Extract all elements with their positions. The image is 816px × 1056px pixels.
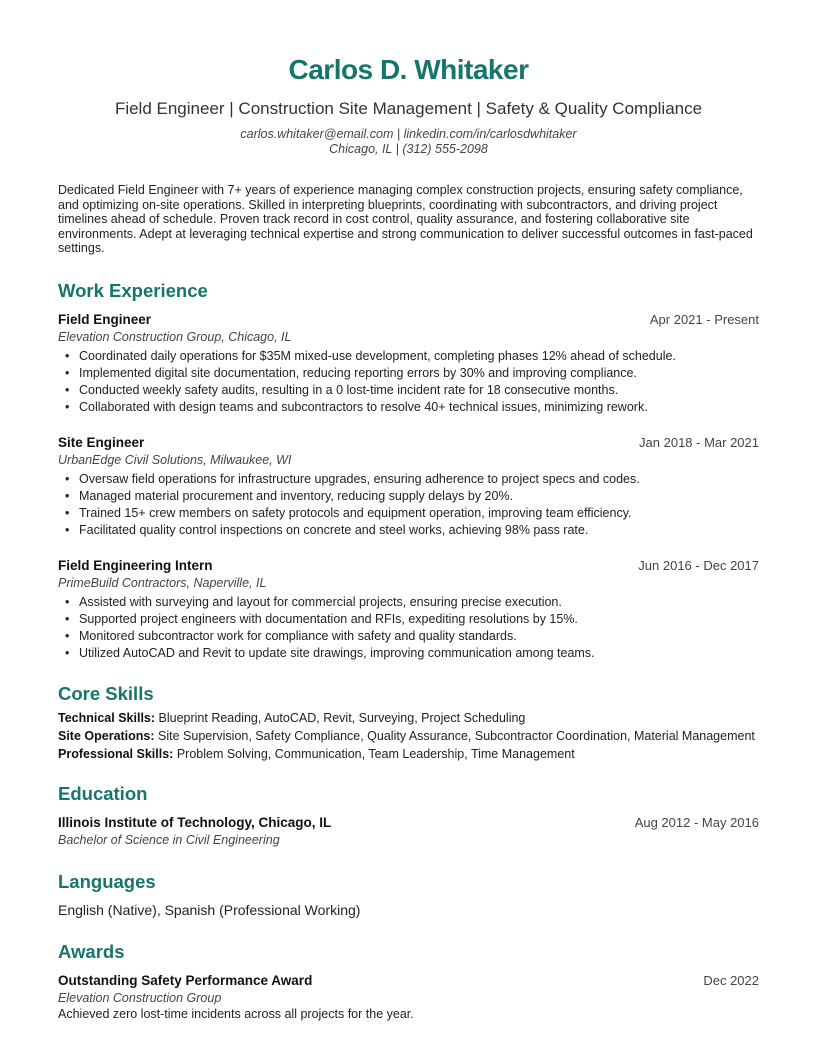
job-entry	[58, 311, 759, 416]
award-entry	[58, 972, 759, 1022]
job-title: Field Engineering Intern	[58, 557, 213, 573]
core-skills-section	[58, 683, 759, 761]
job-company: Elevation Construction Group, Chicago, IL	[58, 329, 292, 344]
skill-label: Technical Skills:	[58, 710, 156, 725]
job-title: Site Engineer	[58, 434, 145, 450]
skill-list: Blueprint Reading, AutoCAD, Revit, Surveying, Project Scheduling	[158, 710, 526, 725]
skill-list: Problem Solving, Communication, Team Leadership, Time Management	[176, 746, 575, 761]
skill-label: Professional Skills:	[58, 746, 174, 761]
resume-page	[58, 54, 759, 1022]
job-bullet: • Managed material procurement and inventory, reducing supply delays by 20%.	[58, 488, 759, 505]
skill-row-professional	[58, 747, 759, 761]
skill-list: Site Supervision, Safety Compliance, Quality Assurance, Subcontractor Coordination, Material Management	[158, 728, 755, 743]
job-title: Field Engineer	[58, 311, 152, 327]
candidate-name: Carlos D. Whitaker	[288, 54, 529, 85]
award-name: Outstanding Safety Performance Award	[58, 972, 313, 988]
headline: Field Engineer | Construction Site Management | Safety & Quality Compliance	[114, 99, 703, 118]
job-bullets	[58, 348, 759, 416]
degree: Bachelor of Science in Civil Engineering	[58, 832, 280, 847]
job-bullet: • Collaborated with design teams and subcontractors to resolve 40+ technical issues, minimizing rework.	[58, 399, 759, 416]
contact-location-phone: Chicago, IL | (312) 555-2098	[329, 142, 488, 156]
job-dates: Apr 2021 - Present	[649, 311, 759, 327]
job-bullet: • Facilitated quality control inspections on concrete and steel works, achieving 98% pass rate.	[58, 522, 759, 539]
contact-email-linkedin: carlos.whitaker@email.com | linkedin.com/in/carlosdwhitaker	[240, 127, 577, 141]
job-entry	[58, 557, 759, 662]
section-title-languages: Languages	[58, 870, 156, 892]
award-issuer: Elevation Construction Group	[58, 990, 222, 1005]
job-bullet: • Trained 15+ crew members on safety protocols and equipment operation, improving team efficiency.	[58, 505, 759, 522]
professional-summary: Dedicated Field Engineer with 7+ years of experience managing complex construction projects, ensuring safety compliance, and optimizing on-site operations. Skilled in interpreting blueprints, coordinating with subcontractors, and driving project timelines ahead of schedule. Proven track record in cost control, quality assurance, and fostering collaborative site environments. Adept at leveraging technical expertise and strong communication to deliver successful outcomes in fast-paced settings.	[58, 183, 753, 255]
section-title-education: Education	[58, 782, 148, 804]
languages-section	[58, 871, 759, 919]
skill-row-technical	[58, 711, 759, 725]
work-experience-section	[58, 280, 759, 662]
job-bullet: • Coordinated daily operations for $35M mixed-use development, completing phases 12% ahead of schedule.	[58, 348, 759, 365]
award-description: Achieved zero lost-time incidents across all projects for the year.	[58, 1006, 414, 1021]
education-entry	[58, 814, 759, 849]
job-company: PrimeBuild Contractors, Naperville, IL	[58, 575, 267, 590]
awards-section	[58, 941, 759, 1022]
languages-list: English (Native), Spanish (Professional Working)	[58, 901, 361, 918]
contact-info	[58, 127, 759, 157]
section-title-work: Work Experience	[58, 279, 208, 301]
job-bullet: • Implemented digital site documentation, reducing reporting errors by 30% and improving compliance.	[58, 365, 759, 382]
job-bullet: • Oversaw field operations for infrastructure upgrades, ensuring adherence to project specs and codes.	[58, 471, 759, 488]
job-company: UrbanEdge Civil Solutions, Milwaukee, WI	[58, 452, 292, 467]
job-bullets	[58, 471, 759, 539]
job-bullet: • Assisted with surveying and layout for commercial projects, ensuring precise execution.	[58, 594, 759, 611]
section-title-awards: Awards	[58, 940, 125, 962]
job-bullets	[58, 594, 759, 662]
job-bullet: • Monitored subcontractor work for compliance with safety and quality standards.	[58, 628, 759, 645]
school-name: Illinois Institute of Technology, Chicago, IL	[58, 814, 332, 830]
skill-row-site-operations	[58, 729, 759, 743]
job-dates: Jan 2018 - Mar 2021	[639, 434, 759, 450]
section-title-skills: Core Skills	[58, 682, 154, 704]
job-bullet: • Conducted weekly safety audits, resulting in a 0 lost-time incident rate for 18 consecutive months.	[58, 382, 759, 399]
job-bullet: • Supported project engineers with documentation and RFIs, expediting resolutions by 15%.	[58, 611, 759, 628]
job-entry	[58, 434, 759, 539]
job-dates: Jun 2016 - Dec 2017	[638, 557, 759, 573]
job-bullet: • Utilized AutoCAD and Revit to update site drawings, improving communication among teams.	[58, 645, 759, 662]
award-date: Dec 2022	[703, 972, 759, 988]
skill-label: Site Operations:	[58, 728, 155, 743]
education-section	[58, 783, 759, 849]
education-dates: Aug 2012 - May 2016	[634, 814, 759, 830]
